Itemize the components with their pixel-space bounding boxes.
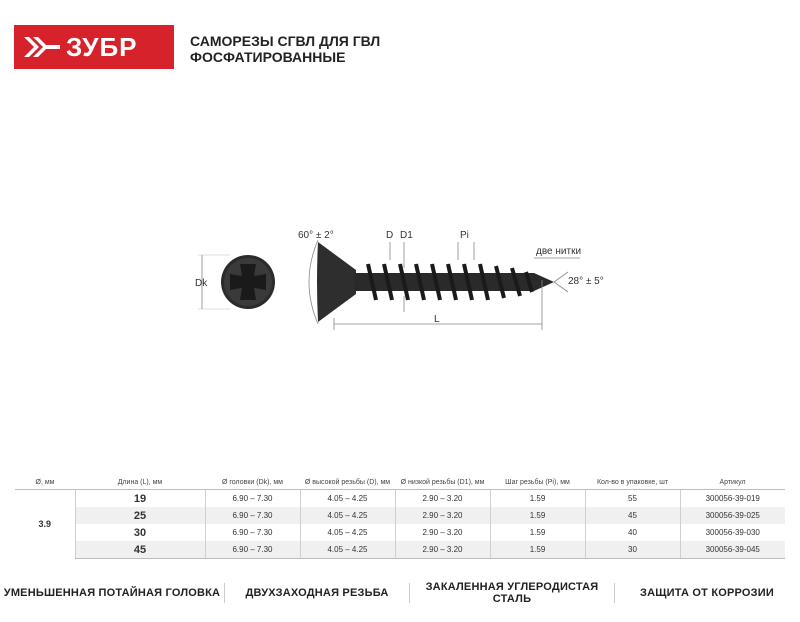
- spec-table: [15, 475, 785, 559]
- article-value: 300056-39-045: [680, 541, 785, 559]
- length-value: 30: [75, 524, 205, 541]
- pitch-value: 1.59: [490, 524, 585, 541]
- table-row: [15, 507, 785, 524]
- col-pitch: Шаг резьбы (Pi), мм: [505, 478, 570, 486]
- diameter-value: 3.9: [15, 490, 75, 559]
- low-thread-value: 2.90 – 3.20: [395, 490, 490, 508]
- high-thread-value: 4.05 – 4.25: [300, 490, 395, 508]
- d1-label: D1: [400, 230, 413, 241]
- low-thread-value: 2.90 – 3.20: [395, 524, 490, 541]
- d-label: D: [386, 230, 394, 241]
- page-title: [190, 33, 380, 65]
- col-high-thread: Ø высокой резьбы (D), мм: [304, 478, 391, 486]
- low-thread-value: 2.90 – 3.20: [395, 541, 490, 559]
- dk-label: Dk: [195, 278, 208, 289]
- spec-header-row: [15, 475, 785, 490]
- feature-double-thread: ДВУХЗАХОДНАЯ РЕЗЬБА: [245, 587, 389, 599]
- length-value: 25: [75, 507, 205, 524]
- quantity-value: 55: [585, 490, 680, 508]
- col-head-dia: Ø головки (Dk), мм: [222, 478, 283, 486]
- screw-head-top-view: [221, 255, 275, 309]
- head-dia-value: 6.90 – 7.30: [205, 524, 300, 541]
- title-line-1: САМОРЕЗЫ СГВЛ ДЛЯ ГВЛ: [190, 33, 381, 49]
- screw-drawing: [190, 220, 610, 340]
- head-dia-value: 6.90 – 7.30: [205, 541, 300, 559]
- length-label: L: [434, 314, 440, 325]
- quantity-value: 30: [585, 541, 680, 559]
- screw-side-view: [317, 242, 554, 322]
- head-dia-value: 6.90 – 7.30: [205, 490, 300, 508]
- features-bar: [0, 580, 800, 606]
- length-value: 19: [75, 490, 205, 508]
- threads-label: две нитки: [536, 246, 582, 257]
- col-low-thread: Ø низкой резьбы (D1), мм: [400, 478, 485, 486]
- high-thread-value: 4.05 – 4.25: [300, 541, 395, 559]
- high-thread-value: 4.05 – 4.25: [300, 507, 395, 524]
- col-length: Длина (L), мм: [117, 478, 163, 486]
- quantity-value: 45: [585, 507, 680, 524]
- quantity-value: 40: [585, 524, 680, 541]
- head-angle-label: 60° ± 2°: [298, 230, 334, 241]
- feature-countersunk-head: УМЕНЬШЕННАЯ ПОТАЙНАЯ ГОЛОВКА: [3, 587, 221, 599]
- length-value: 45: [75, 541, 205, 559]
- article-value: 300056-39-019: [680, 490, 785, 508]
- head-dia-value: 6.90 – 7.30: [205, 507, 300, 524]
- col-diameter: Ø, мм: [35, 478, 55, 486]
- table-row: [15, 524, 785, 541]
- pi-label: Pi: [460, 230, 469, 241]
- brand-logo: [14, 25, 174, 69]
- brand-arrows-icon: [24, 35, 60, 59]
- pitch-value: 1.59: [490, 507, 585, 524]
- low-thread-value: 2.90 – 3.20: [395, 507, 490, 524]
- title-line-2: ФОСФАТИРОВАННЫЕ: [190, 49, 346, 65]
- article-value: 300056-39-025: [680, 507, 785, 524]
- article-value: 300056-39-030: [680, 524, 785, 541]
- high-thread-value: 4.05 – 4.25: [300, 524, 395, 541]
- feature-corrosion-protection: ЗАЩИТА ОТ КОРРОЗИИ: [640, 587, 774, 599]
- table-row: [15, 490, 785, 508]
- pitch-value: 1.59: [490, 541, 585, 559]
- feature-hardened-steel: ЗАКАЛЕННАЯ УГЛЕРОДИСТАЯ СТАЛЬ: [425, 581, 599, 605]
- brand-name: ЗУБР: [66, 32, 138, 62]
- tip-angle-label: 28° ± 5°: [568, 276, 604, 287]
- col-quantity: Кол-во в упаковке, шт: [596, 478, 669, 486]
- pitch-value: 1.59: [490, 490, 585, 508]
- table-row: [15, 541, 785, 559]
- col-article: Артикул: [719, 478, 746, 486]
